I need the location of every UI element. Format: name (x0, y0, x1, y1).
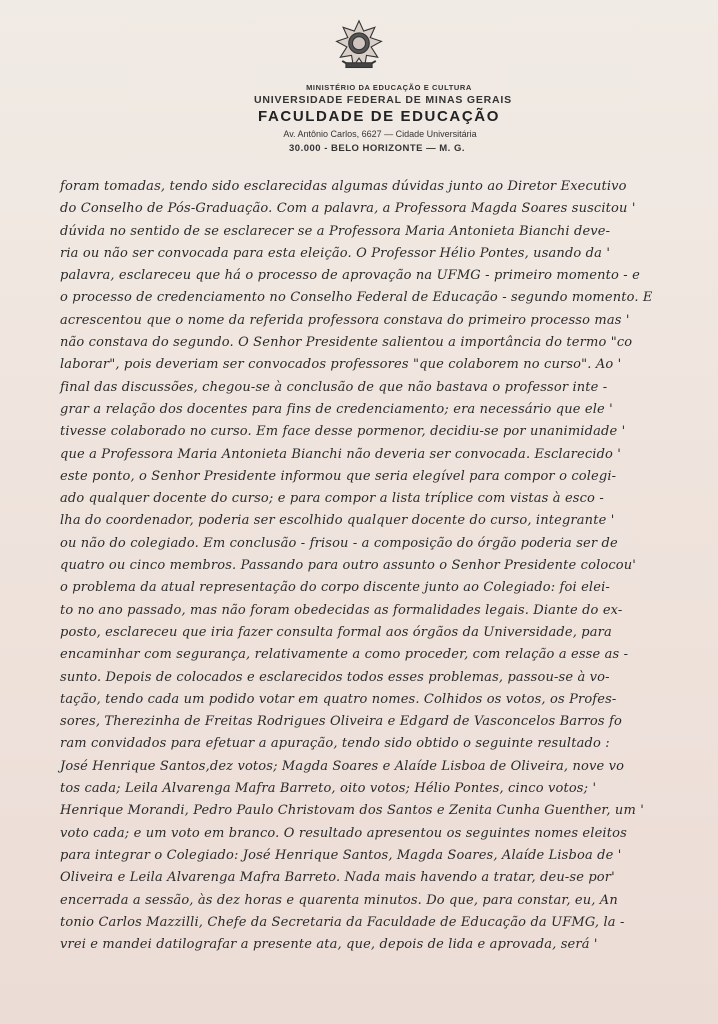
text-line: vrei e mandei datilografar a presente ata, que, depois de lida e aprovada, será ' (60, 937, 598, 953)
text-line: foram tomadas, tendo sido esclarecidas algumas dúvidas junto ao Diretor Executivo (60, 179, 627, 194)
minutes-text (60, 176, 670, 956)
text-line: encaminhar com segurança, relativamente a como proceder, com relação a esse as - (60, 647, 629, 663)
text-line: Henrique Morandi, Pedro Paulo Christovam dos Santos e Zenita Cunha Guenther, um ' (60, 803, 644, 819)
text-line: tivesse colaborado no curso. Em face desse pormenor, decidiu-se por unanimidade ' (60, 424, 626, 440)
text-line: final das discussões, chegou-se à conclusão de que não bastava o professor inte - (60, 379, 608, 395)
text-line: este ponto, o Senhor Presidente informou que seria elegível para compor o colegi- (60, 468, 617, 484)
text-line: to no ano passado, mas não foram obedecidas as formalidades legais. Diante do ex- (60, 602, 623, 618)
text-line: o problema da atual representação do corpo discente junto ao Colegiado: foi elei- (60, 580, 610, 596)
text-line: tos cada; Leila Alvarenga Mafra Barreto, oito votos; Hélio Pontes, cinco votos; ' (60, 781, 597, 797)
text-line: não constava do segundo. O Senhor Presidente salientou a importância do termo "co (60, 335, 633, 351)
text-line: encerrada a sessão, às dez horas e quarenta minutos. Do que, para constar, eu, An (60, 892, 618, 908)
text-line: que a Professora Maria Antonieta Bianchi não deveria ser convocada. Esclarecido ' (60, 446, 622, 462)
text-line: palavra, esclareceu que há o processo de aprovação na UFMG - primeiro momento - e (60, 268, 640, 284)
text-line: do Conselho de Pós-Graduação. Com a palavra, a Professora Magda Soares suscitou ' (60, 201, 636, 217)
text-line: quatro ou cinco membros. Passando para outro assunto o Senhor Presidente colocou' (60, 558, 637, 574)
text-line: ou não do colegiado. Em conclusão - frisou - a composição do órgão poderia ser de (60, 535, 618, 551)
faculty-title: FACULDADE DE EDUCAÇÃO (258, 108, 500, 125)
text-line: sores, Therezinha de Freitas Rodrigues Oliveira e Edgard de Vasconcelos Barros fo (60, 714, 622, 730)
brazil-coat-of-arms-icon (331, 18, 387, 74)
letterhead (0, 18, 718, 157)
text-line: ado qualquer docente do curso; e para compor a lista tríplice com vistas à esco - (60, 491, 604, 507)
address-line: Av. Antônio Carlos, 6627 — Cidade Universitária (283, 129, 477, 139)
text-line: grar a relação dos docentes para fins de credenciamento; era necessário que ele ' (60, 401, 613, 417)
ministry-line: MINISTÉRIO DA EDUCAÇÃO E CULTURA (306, 83, 472, 92)
text-line: sunto. Depois de colocados e esclarecidos todos esses problemas, passou-se à vo- (60, 669, 610, 685)
text-line: o processo de credenciamento no Conselho Federal de Educação - segundo momento. E (60, 290, 653, 306)
text-line: Oliveira e Leila Alvarenga Mafra Barreto. Nada mais havendo a tratar, deu-se por' (60, 870, 615, 886)
text-line: ram convidados para efetuar a apuração, tendo sido obtido o seguinte resultado : (60, 736, 610, 752)
text-line: tonio Carlos Mazzilli, Chefe da Secretaria da Faculdade de Educação da UFMG, la - (60, 914, 625, 930)
text-line: ria ou não ser convocada para esta eleição. O Professor Hélio Pontes, usando da ' (60, 245, 611, 261)
city-line: 30.000 - BELO HORIZONTE — M. G. (289, 143, 465, 154)
text-line: José Henrique Santos,dez votos; Magda Soares e Alaíde Lisboa de Oliveira, nove vo (60, 758, 625, 774)
text-line: posto, esclareceu que iria fazer consulta formal aos órgãos da Universidade, para (60, 624, 612, 640)
text-line: lha do coordenador, poderia ser escolhido qualquer docente do curso, integrante ' (60, 513, 615, 529)
text-line: laborar", pois deveriam ser convocados professores "que colaborem no curso". Ao ' (60, 357, 622, 373)
text-line: dúvida no sentido de se esclarecer se a Professora Maria Antonieta Bianchi deve- (60, 223, 611, 239)
text-line: voto cada; e um voto em branco. O resultado apresentou os seguintes nomes eleitos (60, 825, 627, 841)
text-line: tação, tendo cada um podido votar em quatro nomes. Colhidos os votos, os Profes- (60, 691, 617, 707)
text-line: para integrar o Colegiado: José Henrique Santos, Magda Soares, Alaíde Lisboa de ' (60, 847, 622, 863)
university-line: UNIVERSIDADE FEDERAL DE MINAS GERAIS (254, 94, 512, 106)
text-line: acrescentou que o nome da referida professora constava do primeiro processo mas ' (60, 312, 630, 328)
